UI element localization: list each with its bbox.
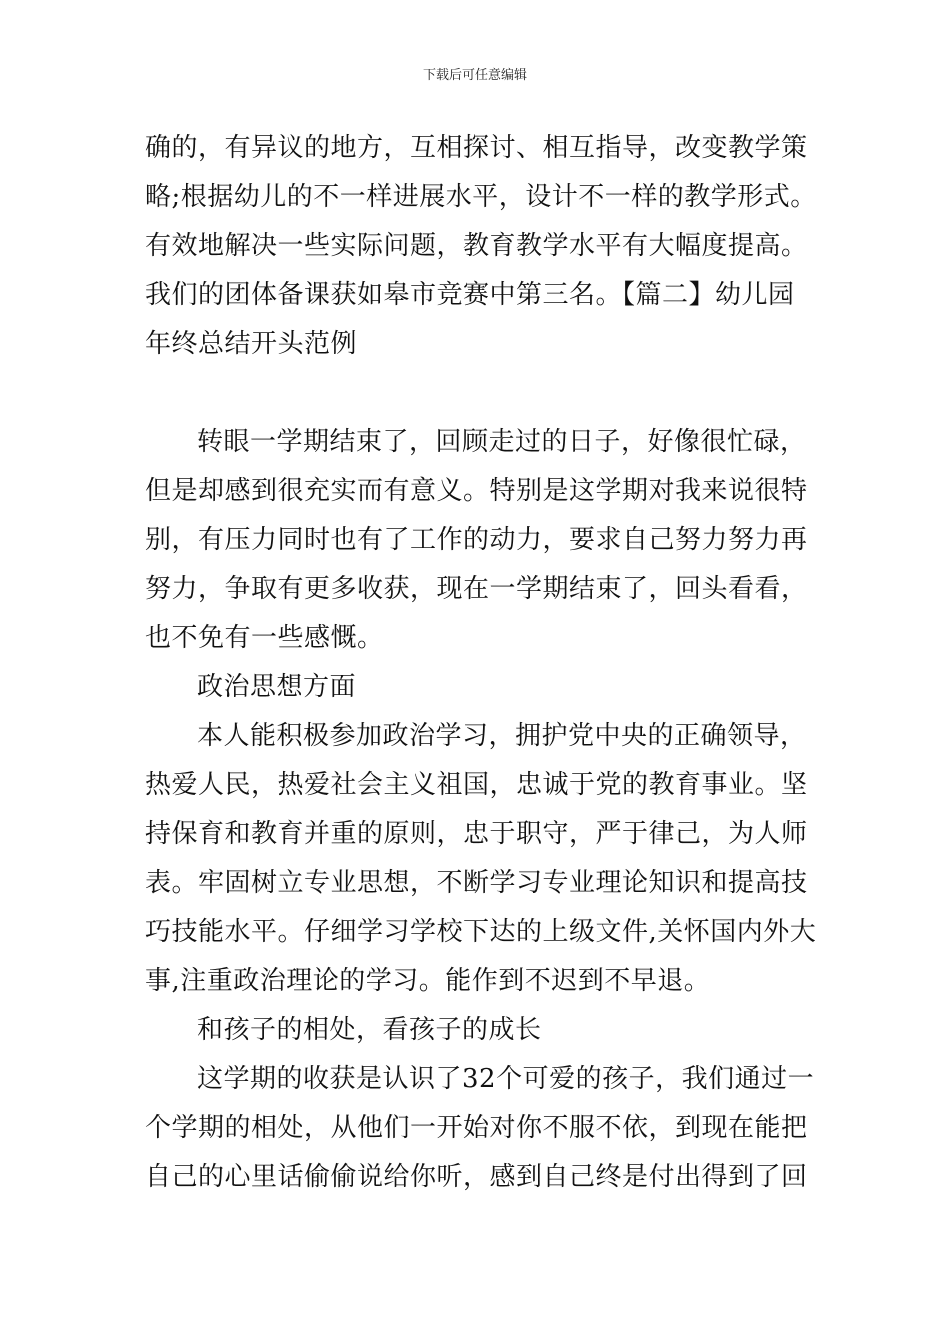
text-line: 也不免有一些感慨。 bbox=[145, 623, 384, 653]
paragraph-start: 这学期的收获是认识了32个可爱的孩子，我们通过一 bbox=[197, 1064, 815, 1094]
text-line: 年终总结开头范例 bbox=[145, 329, 358, 359]
text-line: 事,注重政治理论的学习。能作到不迟到不早退。 bbox=[145, 966, 711, 996]
page-header: 下载后可任意编辑 bbox=[422, 68, 527, 83]
text-line: 略;根据幼儿的不一样进展水平，设计不一样的教学形式。 bbox=[145, 182, 817, 212]
paragraph-start: 转眼一学期结束了，回顾走过的日子，好像很忙碌， bbox=[197, 427, 807, 457]
text-line: 自己的心里话偷偷说给你听，感到自己终是付出得到了回 bbox=[145, 1162, 808, 1192]
section-heading: 和孩子的相处，看孩子的成长 bbox=[197, 1015, 542, 1045]
text-line: 努力，争取有更多收获，现在一学期结束了，回头看看， bbox=[145, 574, 808, 604]
blank-line bbox=[145, 369, 810, 418]
text-line: 确的，有异议的地方，互相探讨、相互指导，改变教学策 bbox=[145, 133, 808, 163]
text-line: 别，有压力同时也有了工作的动力，要求自己努力努力再 bbox=[145, 525, 808, 555]
section-heading: 政治思想方面 bbox=[197, 672, 357, 702]
paragraph-start: 本人能积极参加政治学习，拥护党中央的正确领导， bbox=[197, 721, 807, 751]
text-line: 我们的团体备课获如皋市竞赛中第三名。【篇二】幼儿园 bbox=[145, 280, 795, 310]
text-line: 巧技能水平。仔细学习学校下达的上级文件,关怀国内外大 bbox=[145, 917, 817, 947]
document-body bbox=[145, 124, 817, 1202]
text-line: 表。牢固树立专业思想，不断学习专业理论知识和提高技 bbox=[145, 868, 808, 898]
text-line: 热爱人民，热爱社会主义祖国，忠诚于党的教育事业。坚 bbox=[145, 770, 808, 800]
text-line: 有效地解决一些实际问题，教育教学水平有大幅度提高。 bbox=[145, 231, 808, 261]
text-line: 个学期的相处，从他们一开始对你不服不依，到现在能把 bbox=[145, 1113, 808, 1143]
text-line: 但是却感到很充实而有意义。特别是这学期对我来说很特 bbox=[145, 476, 808, 506]
text-line: 持保育和教育并重的原则，忠于职守，严于律己，为人师 bbox=[145, 819, 808, 849]
